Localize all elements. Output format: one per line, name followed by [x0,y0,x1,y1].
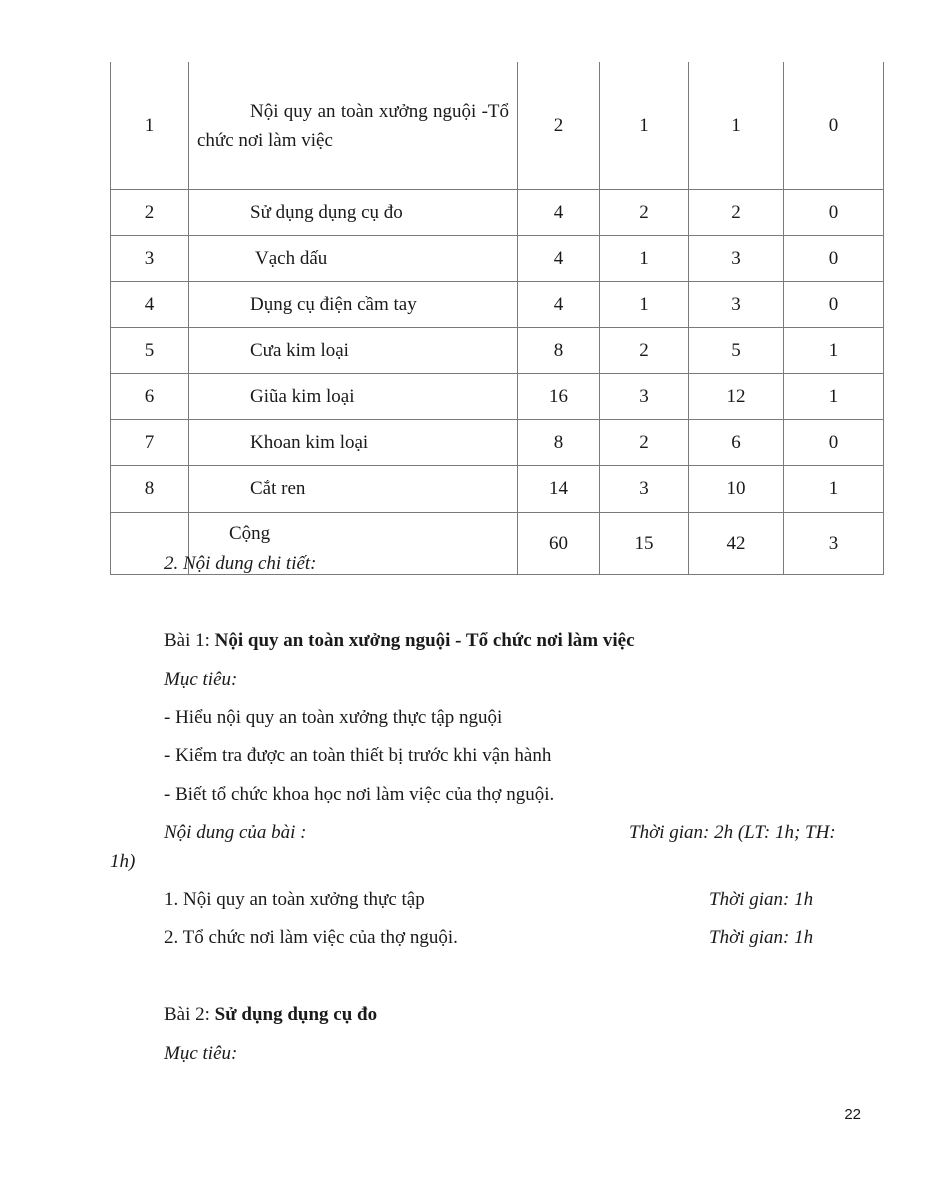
test-hours: 1 [784,328,884,374]
lesson1-prefix: Bài 1: [164,630,215,651]
theory-hours: 3 [600,374,689,420]
lesson-name: Sử dụng dụng cụ đo [189,190,518,236]
test-hours: 0 [784,420,884,466]
row-number: 8 [111,466,189,513]
sum-test-hours: 3 [784,513,884,575]
sum-total-hours: 60 [518,513,600,575]
content-item-time: Thời gian: 1h [709,927,814,948]
content-item-time: Thời gian: 1h [709,889,814,910]
sum-theory-hours: 15 [600,513,689,575]
total-hours: 4 [518,236,600,282]
table-row [111,374,884,420]
total-hours: 8 [518,328,600,374]
practice-hours: 2 [689,190,784,236]
row-number: 3 [111,236,189,282]
page-number: 22 [844,1106,861,1123]
table-row [111,236,884,282]
lesson-name: Cưa kim loại [189,328,518,374]
test-hours: 0 [784,282,884,328]
lesson2-heading [164,1004,377,1026]
practice-hours: 3 [689,282,784,328]
total-hours: 4 [518,282,600,328]
total-hours: 8 [518,420,600,466]
theory-hours: 1 [600,236,689,282]
lesson2-prefix: Bài 2: [164,1004,215,1025]
objective-item: - Hiểu nội quy an toàn xưởng thực tập nguội [164,707,503,728]
row-number: 4 [111,282,189,328]
theory-hours: 2 [600,420,689,466]
practice-hours: 5 [689,328,784,374]
lesson2-title: Sử dụng dụng cụ đo [214,1004,378,1025]
test-hours: 0 [784,62,884,190]
test-hours: 0 [784,236,884,282]
table-row [111,282,884,328]
lesson-name: Khoan kim loại [189,420,518,466]
theory-hours: 2 [600,328,689,374]
test-hours: 1 [784,374,884,420]
practice-hours: 1 [689,62,784,190]
lesson-name: Giũa kim loại [189,374,518,420]
theory-hours: 1 [600,282,689,328]
total-hours: 4 [518,190,600,236]
test-hours: 0 [784,190,884,236]
lesson-name: Cắt ren [189,466,518,513]
lesson1-time-total: Thời gian: 2h (LT: 1h; TH: [629,822,836,843]
lesson1-title: Nội quy an toàn xưởng nguội - Tổ chức nơi làm việc [214,630,635,651]
table-row [111,62,884,190]
test-hours: 1 [784,466,884,513]
row-number: 7 [111,420,189,466]
content-item: 1. Nội quy an toàn xưởng thực tập [164,889,425,910]
theory-hours: 2 [600,190,689,236]
practice-hours: 3 [689,236,784,282]
total-hours: 16 [518,374,600,420]
objective-item: - Biết tổ chức khoa học nơi làm việc của thợ nguội. [164,784,555,805]
theory-hours: 3 [600,466,689,513]
table-row [111,328,884,374]
lesson-name: Vạch dấu [189,236,518,282]
practice-hours: 10 [689,466,784,513]
row-number: 6 [111,374,189,420]
lesson-name: Nội quy an toàn xưởng nguội -Tổ chức nơi làm việc [189,62,518,190]
practice-hours: 12 [689,374,784,420]
table-row [111,466,884,513]
sum-label: Cộng [189,513,518,575]
lesson1-time-total-cont: 1h) [110,851,136,872]
total-hours: 2 [518,62,600,190]
lesson1-heading [164,630,635,652]
total-hours: 14 [518,466,600,513]
content-item: 2. Tổ chức nơi làm việc của thợ nguội. [164,927,458,948]
lesson-name: Dụng cụ điện cầm tay [189,282,518,328]
section-heading: 2. Nội dung chi tiết: [164,553,317,574]
sum-practice-hours: 42 [689,513,784,575]
table-row [111,420,884,466]
row-number: 2 [111,190,189,236]
lesson-hours-table [110,62,884,575]
objective-item: - Kiểm tra được an toàn thiết bị trước khi vận hành [164,745,552,766]
row-number: 5 [111,328,189,374]
lesson1-content-label: Nội dung của bài : [164,822,307,843]
lesson2-objectives-label: Mục tiêu: [164,1043,238,1064]
lesson1-objectives-label: Mục tiêu: [164,669,238,690]
theory-hours: 1 [600,62,689,190]
row-number: 1 [111,62,189,190]
practice-hours: 6 [689,420,784,466]
table-row [111,190,884,236]
